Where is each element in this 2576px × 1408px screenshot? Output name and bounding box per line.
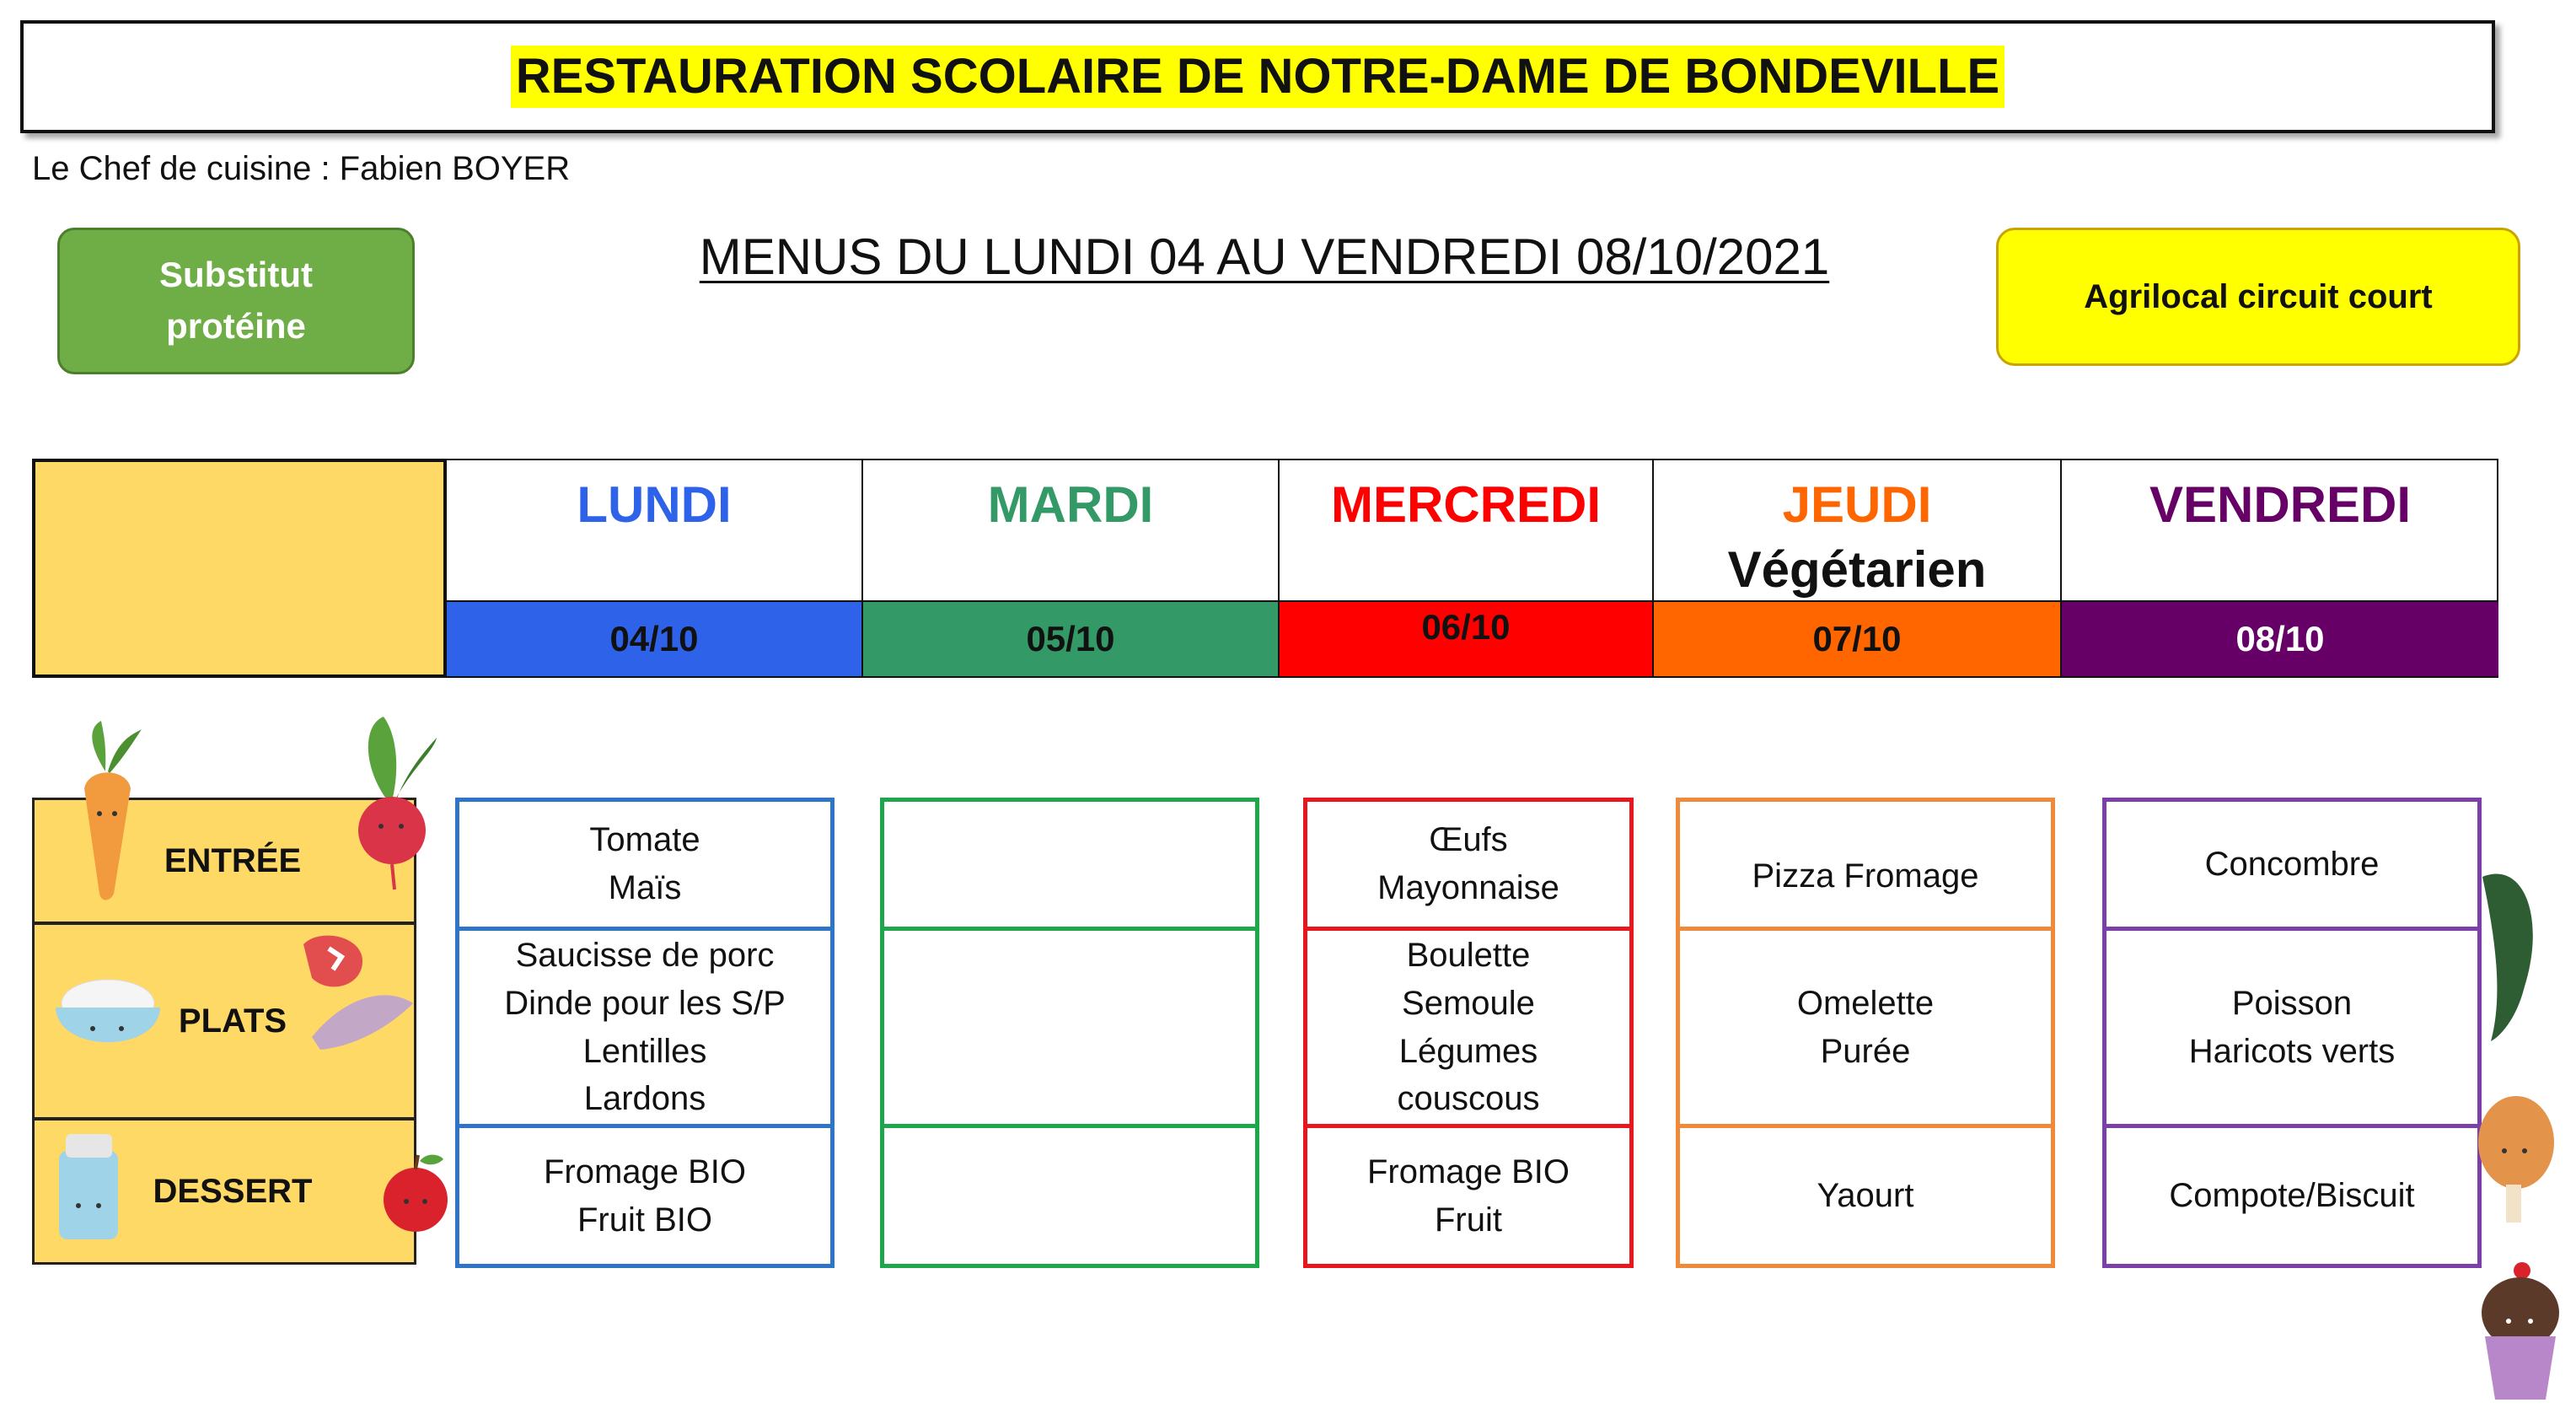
meal-plats: Poisson Haricots verts [2106, 927, 2477, 1124]
day-name [1280, 460, 1652, 600]
radish-icon [346, 717, 438, 894]
meal-entree: Pizza Fromage [1752, 857, 1979, 895]
yogurt-icon [51, 1134, 126, 1244]
chef-label: Le Chef de cuisine : Fabien BOYER [32, 150, 571, 187]
title-box [20, 20, 2495, 133]
category-label: ENTRÉE [164, 841, 302, 879]
meal-plats: Boulette Semoule Légumes couscous [1307, 927, 1629, 1124]
menus-title [506, 228, 2023, 286]
day-name-text: MERCREDI [1330, 476, 1601, 533]
meal-plats: Saucisse de porc Dinde pour les S/P Lentilles Lardons [459, 927, 830, 1124]
substitut-legend [57, 228, 415, 374]
meal-column-mercredi [1303, 798, 1634, 1268]
agrilocal-legend [1996, 228, 2520, 366]
category-label: DESSERT [153, 1172, 313, 1210]
day-col-jeudi [1654, 460, 2062, 676]
meal-entree: Tomate Maïs [589, 821, 700, 906]
day-name-text: MARDI [987, 476, 1154, 533]
meal-column-jeudi [1676, 798, 2055, 1268]
day-name [863, 460, 1278, 600]
spinach-leaf-icon [2474, 860, 2550, 1045]
day-col-lundi [447, 460, 863, 676]
meal-entree: Concombre [2204, 845, 2380, 883]
corner-cell [32, 459, 447, 678]
day-date: 07/10 [1654, 600, 2060, 676]
day-col-mercredi [1280, 460, 1654, 676]
meal-column-mardi [880, 798, 1259, 1268]
menus-title-text: MENUS DU LUNDI 04 AU VENDREDI 08/10/2021 [699, 228, 1830, 285]
meal-entree: Œufs Mayonnaise [1377, 821, 1559, 906]
category-label: PLATS [178, 1002, 287, 1040]
meal-dessert: Yaourt [1680, 1124, 2051, 1264]
meal-plats: Omelette Purée [1680, 927, 2051, 1124]
meal-entree [884, 802, 1255, 927]
rice-bowl-icon [49, 970, 167, 1062]
meal-dessert: Compote/Biscuit [2106, 1124, 2477, 1264]
day-date: 04/10 [447, 600, 861, 676]
day-name-text: JEUDI [1782, 476, 1932, 533]
agrilocal-legend-label: Agrilocal circuit court [2084, 277, 2433, 315]
days-header [445, 459, 2498, 678]
day-name-text: LUNDI [577, 476, 732, 533]
meal-dessert [884, 1124, 1255, 1264]
chicken-leg-icon [2474, 1092, 2558, 1239]
meal-column-lundi [455, 798, 835, 1268]
day-date: 08/10 [2062, 600, 2498, 676]
meal-dessert: Fromage BIO Fruit [1307, 1124, 1629, 1264]
day-col-vendredi [2062, 460, 2498, 676]
day-name [2062, 460, 2498, 600]
cupcake-icon [2478, 1260, 2563, 1404]
meat-fish-icon [295, 927, 421, 1062]
page-title: RESTAURATION SCOLAIRE DE NOTRE-DAME DE BONDEVILLE [511, 46, 2004, 109]
day-date: 05/10 [863, 600, 1278, 676]
meal-column-vendredi [2102, 798, 2482, 1268]
day-name-text: VENDREDI [2149, 476, 2412, 533]
meal-dessert: Fromage BIO Fruit BIO [459, 1124, 830, 1264]
day-name [1654, 460, 2060, 600]
day-subtitle: Végétarien [1727, 541, 1987, 598]
apple-icon [378, 1151, 453, 1235]
day-date: 06/10 [1280, 600, 1652, 676]
day-name [447, 460, 861, 600]
substitut-legend-label: Substitut protéine [159, 255, 313, 346]
day-col-mardi [863, 460, 1280, 676]
carrot-icon [67, 721, 143, 906]
meal-plats [884, 927, 1255, 1124]
